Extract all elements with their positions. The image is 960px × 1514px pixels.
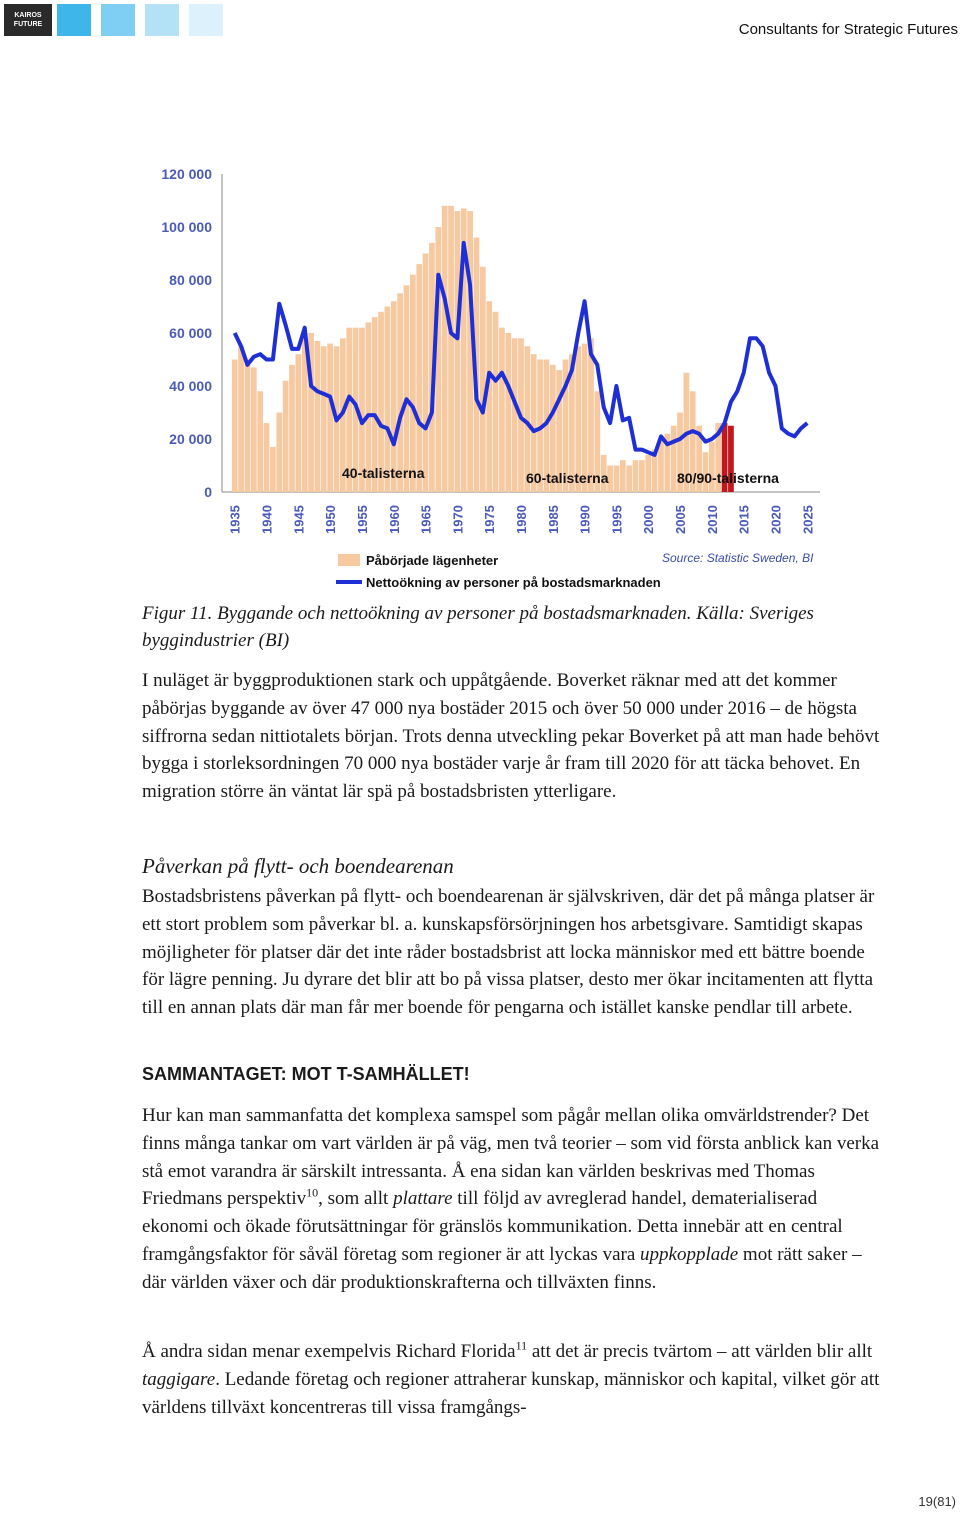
bar-started-apartments [416,264,422,492]
bar-started-apartments [620,460,626,492]
housing-chart [140,148,840,598]
bar-started-apartments [671,426,677,492]
bar-started-apartments [480,267,486,492]
p3-emph-uppkopplade: uppkopplade [640,1243,739,1265]
x-tick-label: 2020 [768,505,784,534]
p3-emph-plattare: plattare [393,1188,453,1210]
bar-started-apartments [442,206,448,492]
bar-started-apartments [315,341,321,492]
bar-started-apartments [410,275,416,492]
x-tick-label: 1955 [354,505,370,534]
paragraph-moving-arena: Bostadsbristens påverkan på flytt- och boendearenan är självskriven, där det på många platser är ett stort problem som påverkar bl. a. kunskapsförsörjningen hos arbetsgivare. Samtidigt skapas möjligheter för platser där det inte råder bostadsbrist att locka människor med ett bättre boende för lägre penning. Ju dyrare det blir att bo på vissa platser, desto mer ökar incitamenten att flytta till en annan plats där man får mer boende för pengarna och istället kanske pendlar till arbete. [142,886,875,1019]
footnote-11[interactable]: 11 [515,1338,528,1353]
bar-started-apartments [295,354,301,492]
legend-bar-swatch [338,554,360,566]
bar-started-apartments [505,333,511,492]
p3-part1: Hur kan man sammanfatta det komplexa samspel som pågår mellan olika omvärldstrender? Det finns många tankar om vart världen är på väg, men två teorier – som vid första anblick kan verka stå emot varandra är särskilt intressanta. Å ena sidan kan världen beskrivas med Thomas Friedmans perspektiv [142,1105,880,1210]
x-tick-label: 2000 [641,505,657,534]
bar-started-apartments [283,381,289,492]
company-tagline: Consultants for Strategic Futures [738,21,958,38]
generation-annotation: 40-talisterna [342,465,425,481]
bar-started-apartments [321,346,327,492]
x-tick-label: 2015 [736,505,752,534]
header-swatch-1 [57,4,91,36]
bar-started-apartments [270,447,276,492]
y-tick-label: 60 000 [169,325,212,341]
p4-part1: Å andra sidan menar exempelvis Richard Florida [142,1341,516,1362]
bar-started-apartments [404,285,410,492]
x-tick-label: 1945 [291,505,307,534]
bar-started-apartments [232,360,238,493]
subheading: Påverkan på flytt- och boendearenan [142,854,454,878]
p3-part3: till följd av avreglerad handel, dematerialiserad ekonomi och ökade förutsättningar för gränslös kommunikation. Detta innebär att en central framgångsfaktor för såväl företag som regioner är att lyckas vara [142,1188,843,1265]
y-tick-label: 120 000 [161,166,212,182]
bar-started-apartments [289,365,295,492]
bar-started-apartments [499,328,505,492]
bar-started-apartments [614,466,620,493]
bar-started-apartments [626,466,632,493]
figure-caption: Figur 11. Byggande och nettoökning av personer på bostadsmarknaden. Källa: Sveriges byggindustrier (BI) [142,603,814,651]
p3-part2: , som allt [318,1188,394,1210]
logo-line-1: KAIROS [14,12,42,19]
bar-started-apartments [391,301,397,492]
x-tick-label: 1950 [323,505,339,534]
x-tick-label: 1990 [577,505,593,534]
legend-line-label: Nettoökning av personer på bostadsmarknaden [366,575,661,590]
legend-bar-label: Påbörjade lägenheter [366,553,499,568]
company-logo [4,4,52,36]
x-tick-label: 2005 [673,505,689,534]
y-tick-label: 0 [204,484,212,500]
x-tick-label: 1940 [259,505,275,534]
bar-started-apartments [251,367,257,492]
bar-started-apartments [448,206,454,492]
section-heading: SAMMANTAGET: MOT T-SAMHÄLLET! [142,1064,470,1084]
x-tick-label: 1965 [418,505,434,534]
x-tick-label: 2010 [704,505,720,534]
p4-part2: att det är precis tvärtom – att världen blir allt [527,1341,873,1362]
paragraph-florida [142,1338,887,1421]
bar-started-apartments [238,346,244,492]
bar-started-apartments [633,460,639,492]
y-tick-label: 20 000 [169,431,212,447]
y-tick-label: 40 000 [169,378,212,394]
bar-started-apartments [512,338,518,492]
footnote-10[interactable]: 10 [306,1186,319,1201]
x-tick-label: 1980 [514,505,529,534]
chart-svg [140,148,840,598]
bar-started-apartments [327,344,333,492]
x-tick-label: 1995 [609,505,625,534]
bar-started-apartments [257,391,263,492]
bar-started-apartments [423,254,429,493]
chart-source: Source: Statistic Sweden, BI [662,551,814,565]
bar-started-apartments [455,211,461,492]
bar-started-apartments [493,312,499,492]
header-swatch-2 [101,4,135,36]
bar-started-apartments [245,360,251,493]
x-tick-label: 1960 [386,505,402,534]
logo-line-2: FUTURE [13,21,43,28]
header-swatch-3 [145,4,179,36]
x-tick-label: 1985 [545,505,561,534]
page-number: 19(81) [918,1494,956,1509]
x-tick-label: 1935 [227,505,243,534]
p4-part3: . Ledande företag och regioner attraherar kunskap, människor och kapital, vilket gör att världens tillväxt koncentreras till vissa framgångs- [142,1368,880,1418]
generation-annotation: 80/90-talisterna [677,470,779,486]
bar-started-apartments [397,293,403,492]
bar-started-apartments [276,413,282,493]
y-tick-label: 80 000 [169,272,212,288]
p4-emph-taggigare: taggigare [142,1368,216,1390]
bar-started-apartments [645,455,651,492]
header-swatch-4 [189,4,223,36]
y-tick-label: 100 000 [161,219,212,235]
x-tick-label: 2025 [800,505,816,534]
x-tick-label: 1975 [482,505,498,534]
bar-started-apartments [264,423,270,492]
x-tick-label: 1970 [450,505,466,534]
generation-annotation: 60-talisterna [526,470,609,486]
paragraph-summary [142,1102,887,1297]
p3-part4: mot rätt saker – där världen växer och där produktionskrafterna och tillväxten finns. [142,1243,862,1293]
bar-started-apartments [639,460,645,492]
paragraph-intro: I nuläget är byggproduktionen stark och uppåtgående. Boverket räknar med att det kommer påbörjas byggande av över 47 000 nya bostäder 2015 och över 50 000 under 2016 – de högsta siffrorna sedan nittiotalets början. Trots denna utveckling pekar Boverket på att man hade behövt bygga i storleksordningen 70 000 nya bostäder varje år fram till 2020 för att täcka behovet. En migration större än väntat lär spä på bostadsbristen ytterligare. [142,670,880,803]
